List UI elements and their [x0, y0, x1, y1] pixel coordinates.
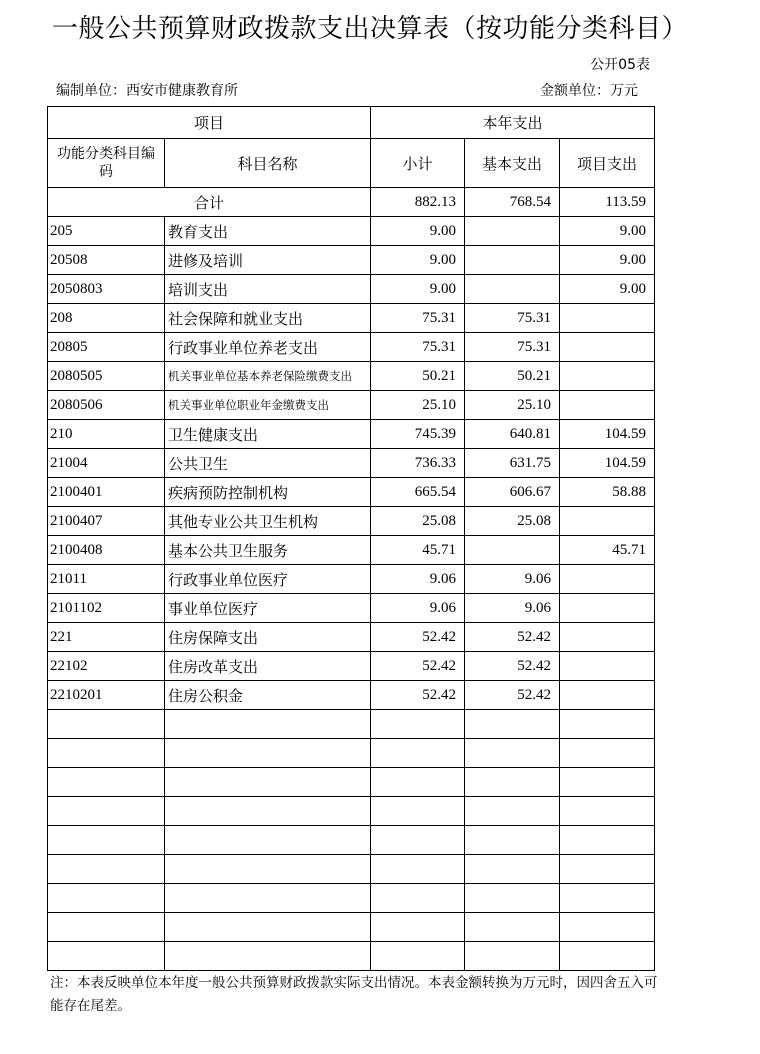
row-code: 21011: [48, 565, 165, 594]
row-code: 2100408: [48, 536, 165, 565]
row-name: 住房改革支出: [165, 652, 371, 681]
row-name: 教育支出: [165, 217, 371, 246]
row-name: 社会保障和就业支出: [165, 304, 371, 333]
empty-row: [48, 942, 655, 971]
row-basic: [465, 275, 560, 304]
row-code: 210: [48, 420, 165, 449]
row-subtotal: 52.42: [371, 681, 465, 710]
empty-cell: [165, 855, 371, 884]
row-code: 20508: [48, 246, 165, 275]
empty-cell: [465, 884, 560, 913]
expenditure-table: [47, 106, 655, 971]
header-subtotal: 小计: [371, 139, 465, 188]
empty-row: [48, 739, 655, 768]
empty-cell: [165, 797, 371, 826]
empty-cell: [465, 855, 560, 884]
row-subtotal: 25.08: [371, 507, 465, 536]
row-basic: 606.67: [465, 478, 560, 507]
row-project: [560, 507, 655, 536]
row-project: 45.71: [560, 536, 655, 565]
row-subtotal: 45.71: [371, 536, 465, 565]
row-project: [560, 391, 655, 420]
empty-cell: [371, 913, 465, 942]
header-subject-name: 科目名称: [165, 139, 371, 188]
empty-cell: [560, 739, 655, 768]
row-name: 机关事业单位基本养老保险缴费支出: [165, 362, 371, 391]
empty-cell: [560, 942, 655, 971]
row-code: 2100407: [48, 507, 165, 536]
row-subtotal: 9.00: [371, 217, 465, 246]
empty-cell: [465, 797, 560, 826]
empty-cell: [165, 768, 371, 797]
row-subtotal: 745.39: [371, 420, 465, 449]
row-basic: 50.21: [465, 362, 560, 391]
row-basic: 9.06: [465, 565, 560, 594]
empty-cell: [371, 942, 465, 971]
row-project: 58.88: [560, 478, 655, 507]
table-row: [48, 478, 655, 507]
footnote: 注：本表反映单位本年度一般公共预算财政拨款实际支出情况。本表金额转换为万元时，因四舍五入可能存在尾差。: [50, 975, 658, 1014]
amount-unit: 金额单位：万元: [540, 83, 638, 99]
row-basic: 52.42: [465, 652, 560, 681]
row-name: 住房公积金: [165, 681, 371, 710]
empty-cell: [465, 739, 560, 768]
row-basic: 75.31: [465, 304, 560, 333]
row-name: 事业单位医疗: [165, 594, 371, 623]
empty-cell: [48, 768, 165, 797]
empty-cell: [560, 826, 655, 855]
empty-cell: [465, 768, 560, 797]
header-basic: 基本支出: [465, 139, 560, 188]
row-name: 疾病预防控制机构: [165, 478, 371, 507]
row-basic: 9.06: [465, 594, 560, 623]
row-subtotal: 9.00: [371, 275, 465, 304]
row-name: 行政事业单位养老支出: [165, 333, 371, 362]
row-project: [560, 362, 655, 391]
table-body: [48, 217, 655, 971]
empty-cell: [165, 710, 371, 739]
empty-row: [48, 768, 655, 797]
row-name: 行政事业单位医疗: [165, 565, 371, 594]
row-code: 20805: [48, 333, 165, 362]
row-code: 2100401: [48, 478, 165, 507]
empty-cell: [48, 826, 165, 855]
header-row-1: [48, 107, 655, 139]
header-row-2: [48, 139, 655, 188]
row-basic: 52.42: [465, 681, 560, 710]
empty-row: [48, 710, 655, 739]
table-row: [48, 420, 655, 449]
empty-cell: [165, 826, 371, 855]
row-basic: 25.08: [465, 507, 560, 536]
empty-cell: [165, 884, 371, 913]
reporting-unit: 编制单位：西安市健康教育所: [56, 83, 238, 99]
empty-row: [48, 913, 655, 942]
table-row: [48, 507, 655, 536]
row-project: [560, 623, 655, 652]
empty-cell: [48, 942, 165, 971]
empty-row: [48, 826, 655, 855]
empty-cell: [371, 768, 465, 797]
empty-row: [48, 884, 655, 913]
row-subtotal: 9.00: [371, 246, 465, 275]
row-subtotal: 9.06: [371, 565, 465, 594]
empty-cell: [48, 710, 165, 739]
table-row: [48, 681, 655, 710]
header-project: 项目支出: [560, 139, 655, 188]
total-label: 合计: [48, 188, 371, 217]
row-code: 221: [48, 623, 165, 652]
empty-cell: [465, 710, 560, 739]
table-row: [48, 594, 655, 623]
row-code: 22102: [48, 652, 165, 681]
empty-cell: [48, 739, 165, 768]
row-project: [560, 333, 655, 362]
row-project: [560, 565, 655, 594]
empty-row: [48, 855, 655, 884]
empty-cell: [465, 913, 560, 942]
row-subtotal: 52.42: [371, 652, 465, 681]
row-name: 卫生健康支出: [165, 420, 371, 449]
row-subtotal: 75.31: [371, 333, 465, 362]
row-basic: 25.10: [465, 391, 560, 420]
empty-cell: [560, 710, 655, 739]
table-row: [48, 304, 655, 333]
row-project: [560, 594, 655, 623]
empty-cell: [560, 884, 655, 913]
header-current-year: 本年支出: [371, 107, 655, 139]
row-code: 2080506: [48, 391, 165, 420]
row-project: [560, 304, 655, 333]
table-row: [48, 246, 655, 275]
table-row: [48, 391, 655, 420]
total-row: [48, 188, 655, 217]
row-code: 205: [48, 217, 165, 246]
row-basic: [465, 217, 560, 246]
empty-cell: [48, 855, 165, 884]
empty-cell: [165, 913, 371, 942]
row-basic: 75.31: [465, 333, 560, 362]
row-subtotal: 52.42: [371, 623, 465, 652]
page-title: 一般公共预算财政拨款支出决算表（按功能分类科目）: [52, 14, 689, 44]
row-subtotal: 75.31: [371, 304, 465, 333]
empty-cell: [165, 739, 371, 768]
empty-cell: [371, 739, 465, 768]
row-project: [560, 652, 655, 681]
row-name: 机关事业单位职业年金缴费支出: [165, 391, 371, 420]
table-row: [48, 449, 655, 478]
form-code: 公开05表: [590, 57, 650, 73]
row-project: 9.00: [560, 246, 655, 275]
total-basic: 768.54: [465, 188, 560, 217]
row-code: 208: [48, 304, 165, 333]
table-row: [48, 536, 655, 565]
row-project: 104.59: [560, 420, 655, 449]
empty-cell: [371, 884, 465, 913]
total-subtotal: 882.13: [371, 188, 465, 217]
row-subtotal: 665.54: [371, 478, 465, 507]
row-subtotal: 50.21: [371, 362, 465, 391]
table-row: [48, 652, 655, 681]
row-basic: [465, 536, 560, 565]
row-project: [560, 681, 655, 710]
row-project: 9.00: [560, 275, 655, 304]
total-project: 113.59: [560, 188, 655, 217]
empty-cell: [48, 884, 165, 913]
row-name: 住房保障支出: [165, 623, 371, 652]
empty-cell: [48, 913, 165, 942]
row-subtotal: 9.06: [371, 594, 465, 623]
row-code: 2101102: [48, 594, 165, 623]
empty-cell: [48, 797, 165, 826]
row-code: 2210201: [48, 681, 165, 710]
empty-cell: [560, 797, 655, 826]
empty-cell: [165, 942, 371, 971]
table-row: [48, 565, 655, 594]
empty-cell: [371, 855, 465, 884]
row-subtotal: 25.10: [371, 391, 465, 420]
table-row: [48, 217, 655, 246]
row-basic: 640.81: [465, 420, 560, 449]
row-code: 2050803: [48, 275, 165, 304]
row-name: 基本公共卫生服务: [165, 536, 371, 565]
empty-row: [48, 797, 655, 826]
empty-cell: [371, 710, 465, 739]
table-row: [48, 623, 655, 652]
empty-cell: [371, 826, 465, 855]
row-name: 其他专业公共卫生机构: [165, 507, 371, 536]
empty-cell: [560, 855, 655, 884]
table-row: [48, 275, 655, 304]
row-code: 21004: [48, 449, 165, 478]
empty-cell: [560, 913, 655, 942]
row-basic: [465, 246, 560, 275]
row-project: 9.00: [560, 217, 655, 246]
row-basic: 52.42: [465, 623, 560, 652]
empty-cell: [465, 942, 560, 971]
row-subtotal: 736.33: [371, 449, 465, 478]
table-row: [48, 333, 655, 362]
empty-cell: [465, 826, 560, 855]
empty-cell: [560, 768, 655, 797]
row-name: 培训支出: [165, 275, 371, 304]
row-name: 公共卫生: [165, 449, 371, 478]
row-name: 进修及培训: [165, 246, 371, 275]
empty-cell: [371, 797, 465, 826]
header-func-code: 功能分类科目编码: [48, 139, 165, 188]
header-item: 项目: [48, 107, 371, 139]
row-basic: 631.75: [465, 449, 560, 478]
table-row: [48, 362, 655, 391]
row-project: 104.59: [560, 449, 655, 478]
row-code: 2080505: [48, 362, 165, 391]
